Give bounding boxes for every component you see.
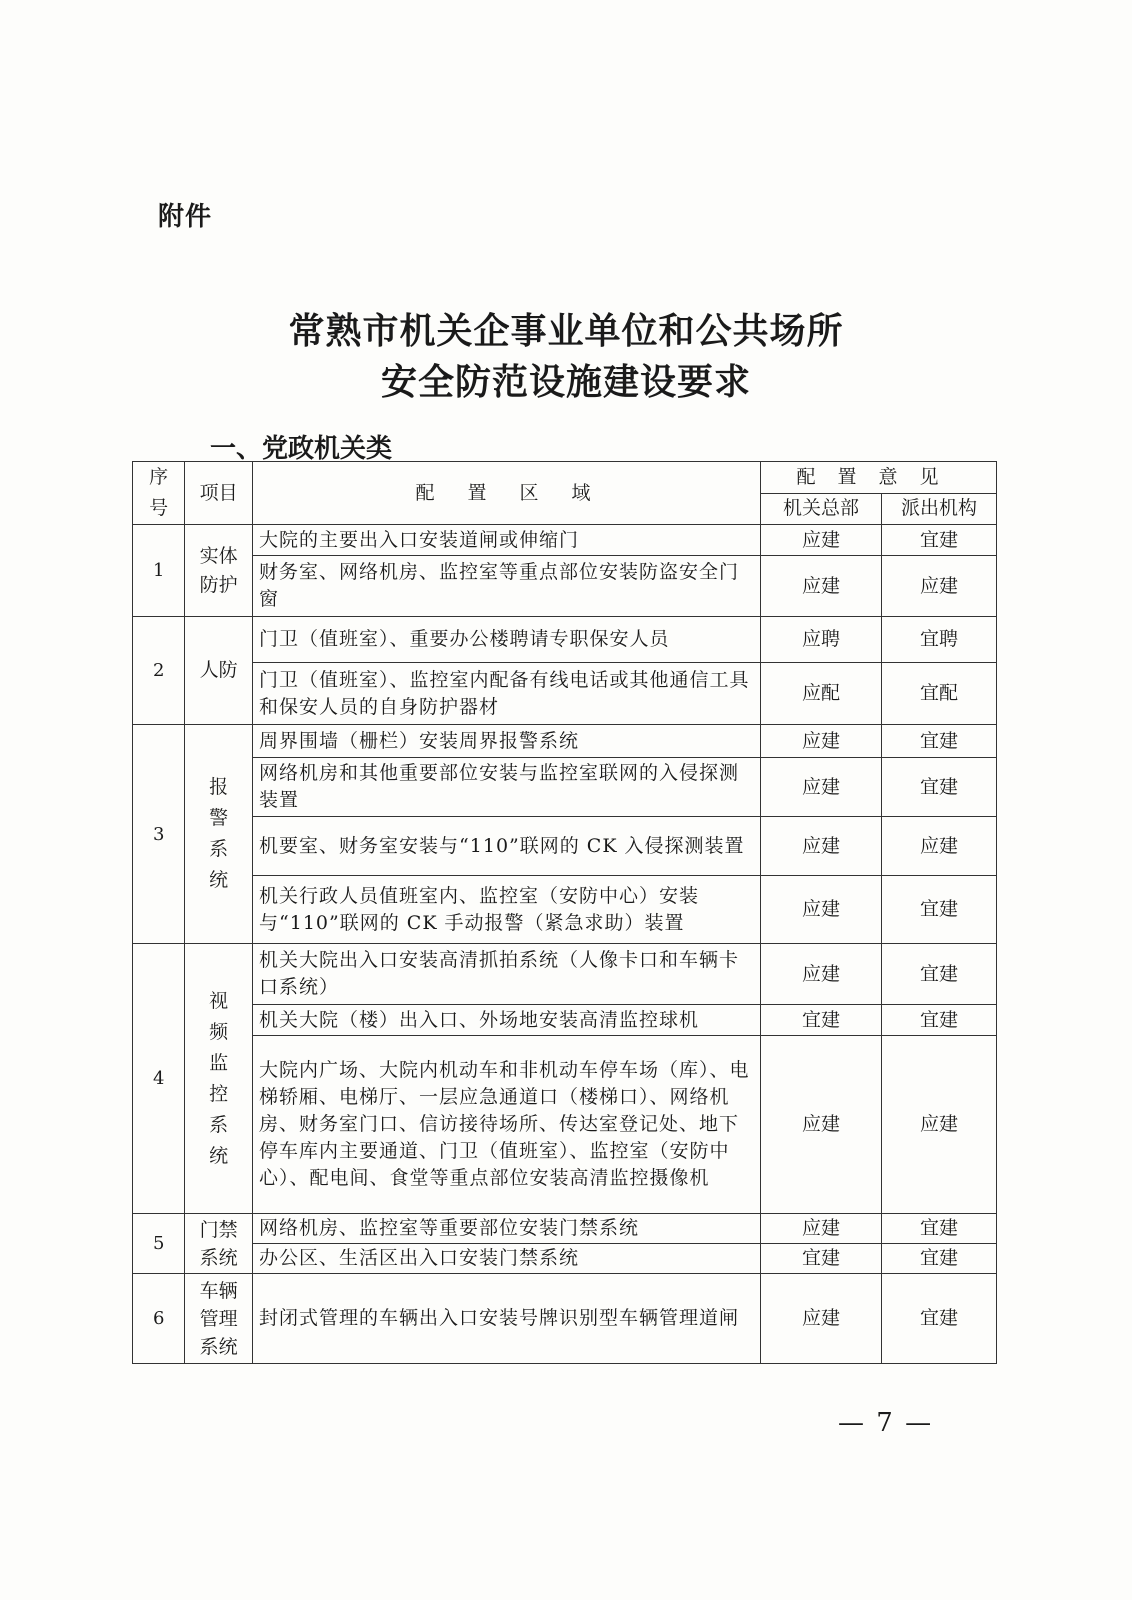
row-branch: 宜建	[882, 758, 997, 817]
row-hq: 宜建	[760, 1244, 881, 1274]
header-seq-label: 序号	[149, 466, 169, 519]
header-item: 项目	[185, 462, 253, 525]
page-number: — 7 —	[838, 1408, 934, 1438]
header-hq: 机关总部	[760, 493, 881, 525]
row-area: 办公区、生活区出入口安装门禁系统	[253, 1244, 761, 1274]
table-header	[133, 462, 997, 525]
row-area: 封闭式管理的车辆出入口安装号牌识别型车辆管理道闸	[253, 1274, 761, 1364]
row-branch: 宜建	[882, 1214, 997, 1244]
table-row	[133, 758, 997, 817]
row-item-label: 视频监控系统	[209, 989, 229, 1167]
row-item	[185, 944, 253, 1214]
requirements-table	[132, 461, 997, 1364]
row-item	[185, 1214, 253, 1274]
row-hq: 应建	[760, 817, 881, 876]
document-title-line-2: 安全防范设施建设要求	[380, 361, 751, 403]
table-row	[133, 663, 997, 725]
row-hq: 应建	[760, 556, 881, 617]
table-row	[133, 1005, 997, 1036]
row-item-label: 实体防护	[199, 544, 238, 596]
header-opinion: 配置意见	[760, 462, 996, 494]
row-seq: 6	[133, 1274, 185, 1364]
row-item	[185, 525, 253, 617]
table-row	[133, 525, 997, 556]
table-row	[133, 1244, 997, 1274]
row-hq: 应建	[760, 1036, 881, 1214]
row-area: 网络机房、监控室等重要部位安装门禁系统	[253, 1214, 761, 1244]
row-branch: 宜建	[882, 1274, 997, 1364]
row-item	[185, 1274, 253, 1364]
row-branch: 应建	[882, 817, 997, 876]
row-area: 机要室、财务室安装与“110”联网的 CK 入侵探测装置	[253, 817, 761, 876]
table-row	[133, 617, 997, 663]
row-hq: 应建	[760, 1214, 881, 1244]
row-branch: 宜聘	[882, 617, 997, 663]
row-branch: 宜建	[882, 525, 997, 556]
table-row	[133, 876, 997, 944]
row-area: 门卫（值班室）、监控室内配备有线电话或其他通信工具和保安人员的自身防护器材	[253, 663, 761, 725]
row-hq: 应建	[760, 758, 881, 817]
document-title-line-1: 常熟市机关企事业单位和公共场所	[288, 310, 844, 352]
row-seq: 2	[133, 617, 185, 725]
table-row	[133, 556, 997, 617]
row-item-label: 门禁系统	[199, 1218, 238, 1269]
row-hq: 应聘	[760, 617, 881, 663]
row-hq: 宜建	[760, 1005, 881, 1036]
attachment-label: 附件	[158, 202, 213, 232]
row-branch: 宜建	[882, 1244, 997, 1274]
table-row	[133, 944, 997, 1005]
row-branch: 宜配	[882, 663, 997, 725]
row-area: 网络机房和其他重要部位安装与监控室联网的入侵探测装置	[253, 758, 761, 817]
row-area: 大院内广场、大院内机动车和非机动车停车场（库）、电梯轿厢、电梯厅、一层应急通道口（楼梯口）、网络机房、财务室门口、信访接待场所、传达室登记处、地下停车库内主要通道、门卫（值班室）、监控室（安防中心）、配电间、食堂等重点部位安装高清监控摄像机	[253, 1036, 761, 1214]
row-hq: 应建	[760, 944, 881, 1005]
table-row	[133, 1036, 997, 1214]
row-hq: 应建	[760, 725, 881, 758]
table-row	[133, 1274, 997, 1364]
row-hq: 应建	[760, 1274, 881, 1364]
row-seq: 5	[133, 1214, 185, 1274]
row-area: 机关大院（楼）出入口、外场地安装高清监控球机	[253, 1005, 761, 1036]
section-heading: 一、党政机关类	[210, 434, 393, 464]
row-branch: 应建	[882, 1036, 997, 1214]
row-area: 周界围墙（栅栏）安装周界报警系统	[253, 725, 761, 758]
row-area: 财务室、网络机房、监控室等重点部位安装防盗安全门窗	[253, 556, 761, 617]
row-hq: 应建	[760, 525, 881, 556]
row-branch: 宜建	[882, 876, 997, 944]
table-row	[133, 817, 997, 876]
row-branch: 宜建	[882, 725, 997, 758]
row-item-label: 报警系统	[209, 776, 229, 891]
row-area: 门卫（值班室）、重要办公楼聘请专职保安人员	[253, 617, 761, 663]
row-item: 人防	[185, 617, 253, 725]
row-item	[185, 725, 253, 944]
row-hq: 应配	[760, 663, 881, 725]
row-seq: 4	[133, 944, 185, 1214]
row-area: 机关行政人员值班室内、监控室（安防中心）安装与“110”联网的 CK 手动报警（紧急求助）装置	[253, 876, 761, 944]
header-area: 配 置 区 域	[253, 462, 761, 525]
row-branch: 应建	[882, 556, 997, 617]
row-branch: 宜建	[882, 1005, 997, 1036]
row-item-label: 车辆管理系统	[199, 1279, 238, 1358]
row-area: 大院的主要出入口安装道闸或伸缩门	[253, 525, 761, 556]
table-row	[133, 1214, 997, 1244]
row-hq: 应建	[760, 876, 881, 944]
row-seq: 3	[133, 725, 185, 944]
row-branch: 宜建	[882, 944, 997, 1005]
row-area: 机关大院出入口安装高清抓拍系统（人像卡口和车辆卡口系统）	[253, 944, 761, 1005]
header-branch: 派出机构	[882, 493, 997, 525]
table-row	[133, 725, 997, 758]
header-seq	[133, 462, 185, 525]
row-seq: 1	[133, 525, 185, 617]
